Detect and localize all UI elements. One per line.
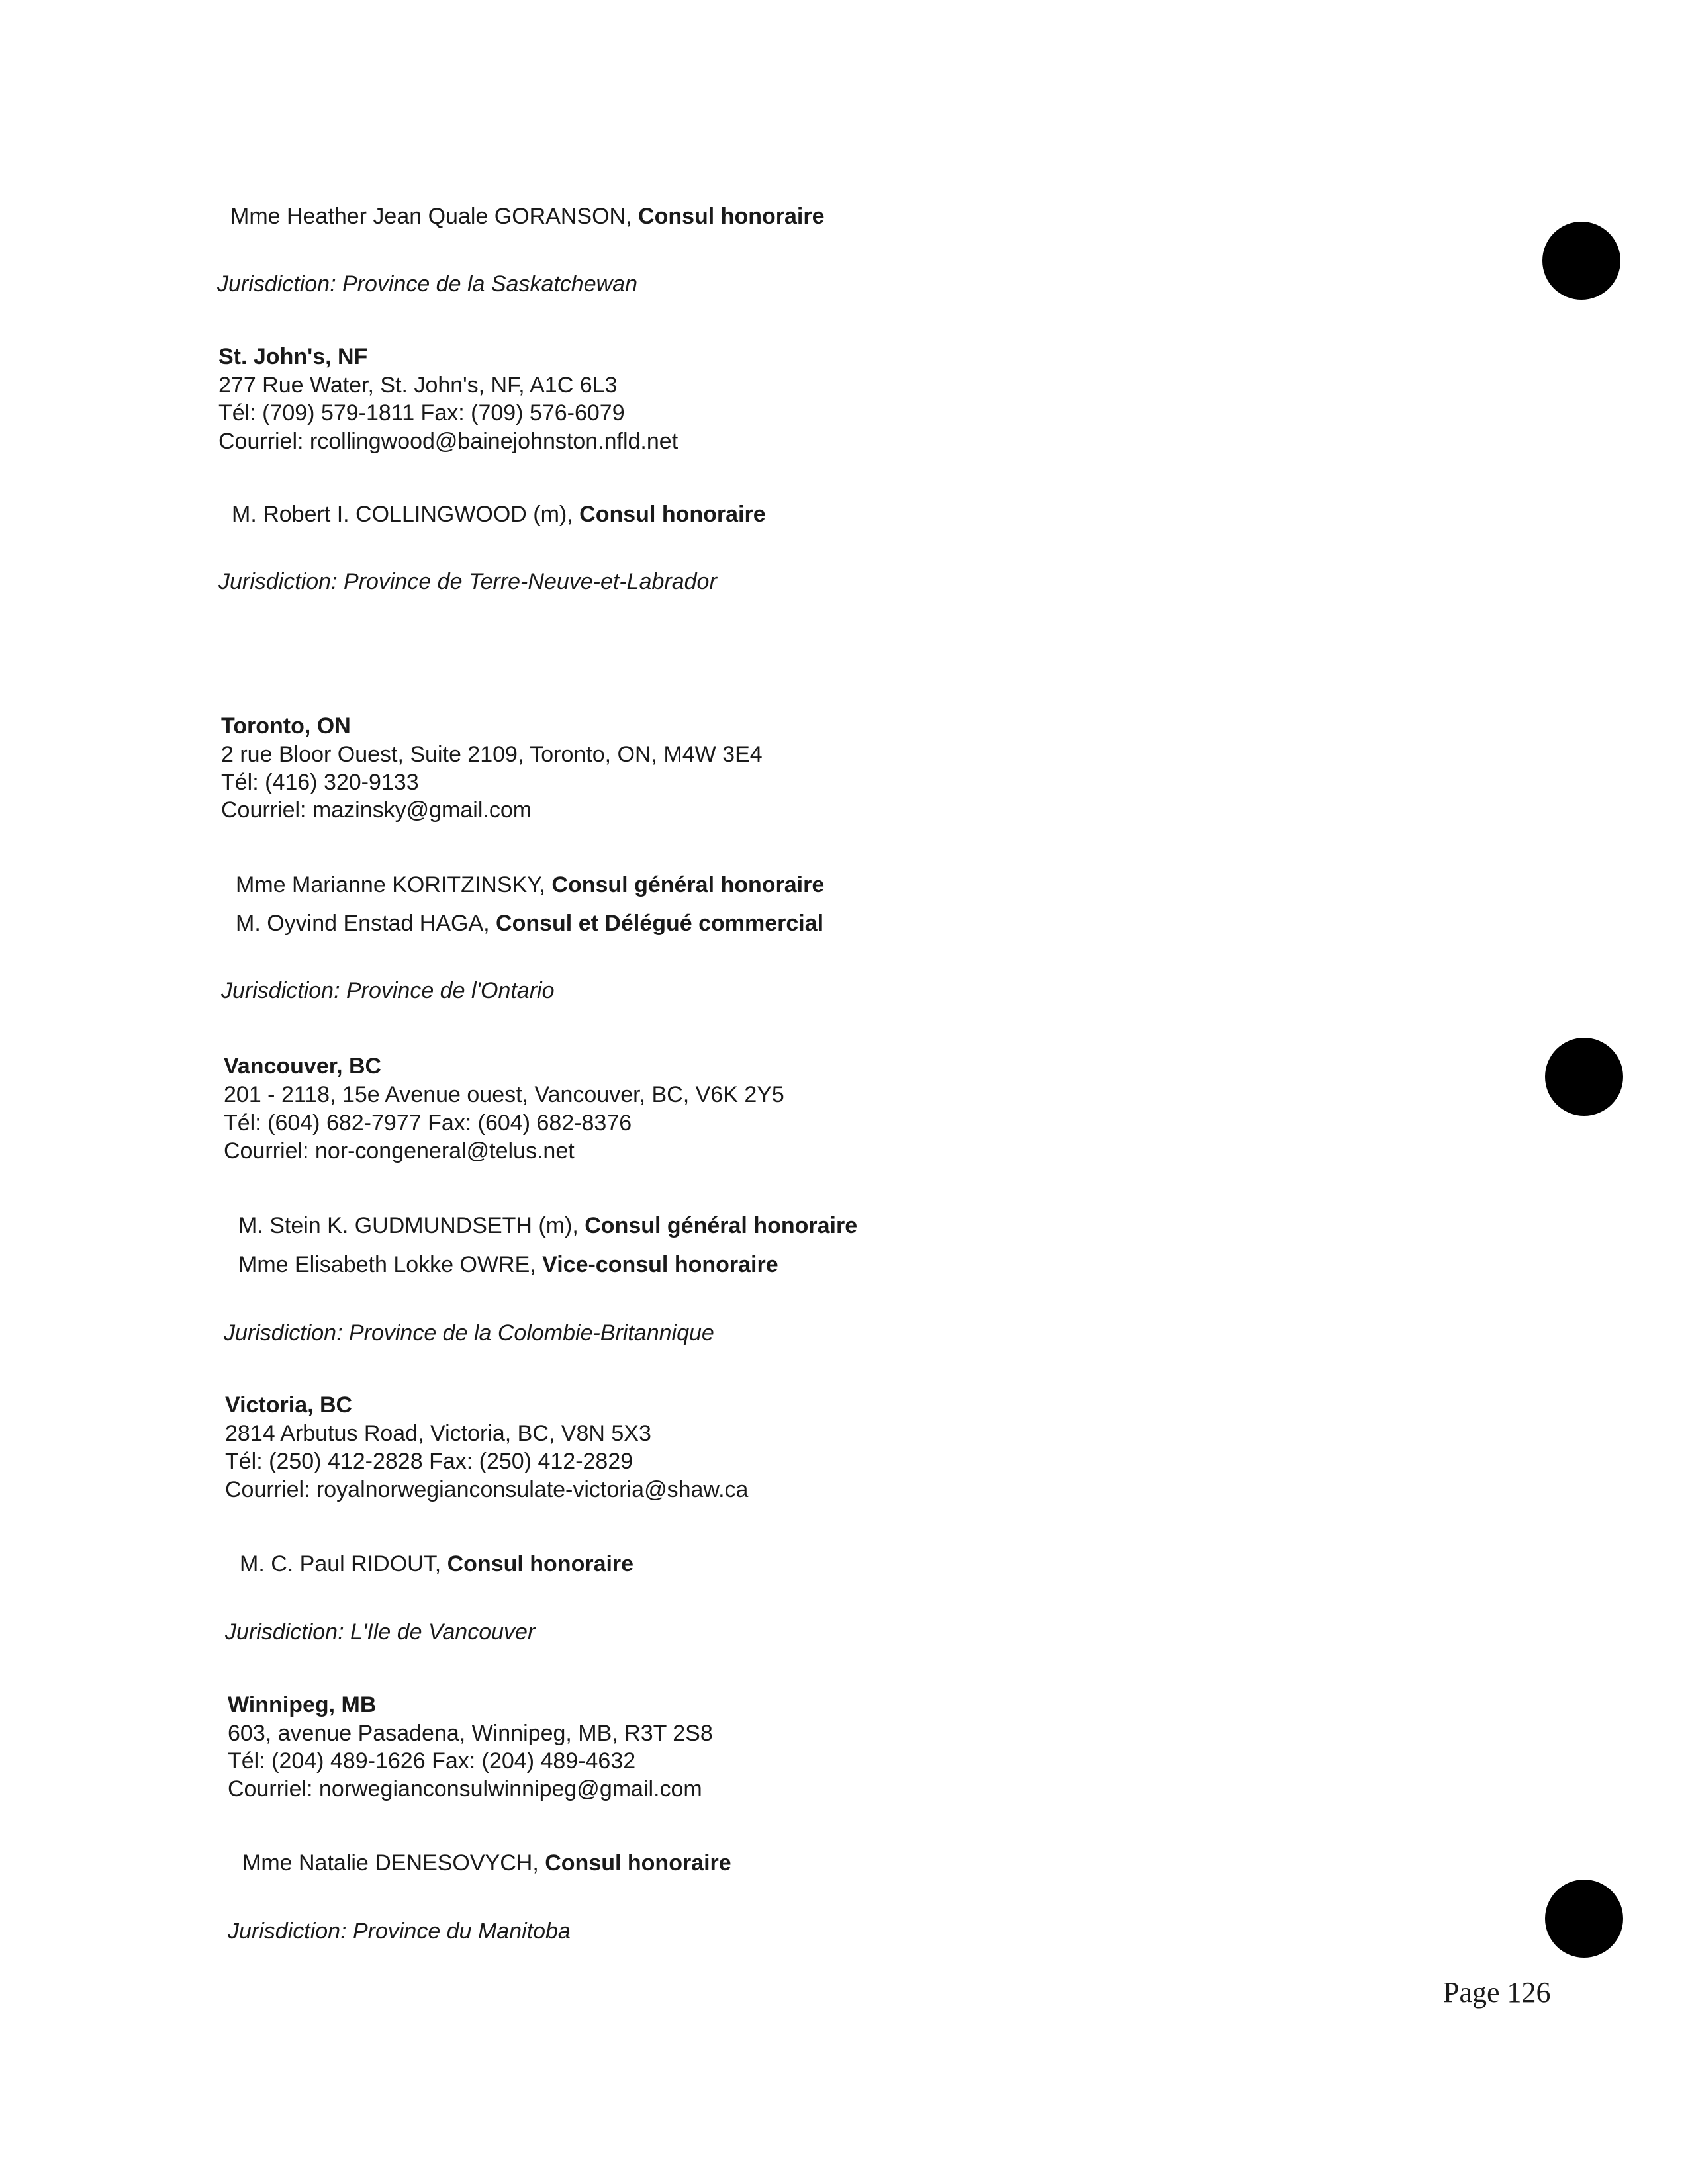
winnipeg-city: Winnipeg, MB bbox=[228, 1692, 377, 1717]
toronto-phone: Tél: (416) 320-9133 bbox=[221, 770, 419, 795]
saskatchewan-consul bbox=[230, 204, 824, 230]
stjohns-city: St. John's, NF bbox=[218, 344, 368, 369]
consul-name: Mme Elisabeth Lokke OWRE, bbox=[238, 1252, 543, 1277]
victoria-phone: Tél: (250) 412-2828 Fax: (250) 412-2829 bbox=[225, 1449, 633, 1474]
vancouver-phone: Tél: (604) 682-7977 Fax: (604) 682-8376 bbox=[224, 1111, 632, 1136]
victoria-address: 2814 Arbutus Road, Victoria, BC, V8N 5X3 bbox=[225, 1421, 651, 1446]
vancouver-address: 201 - 2118, 15e Avenue ouest, Vancouver, BC, V6K 2Y5 bbox=[224, 1082, 784, 1107]
toronto-consul-trade bbox=[236, 911, 823, 936]
consul-name: M. Stein K. GUDMUNDSETH (m), bbox=[238, 1213, 585, 1238]
stjohns-address: 277 Rue Water, St. John's, NF, A1C 6L3 bbox=[218, 373, 618, 398]
toronto-address: 2 rue Bloor Ouest, Suite 2109, Toronto, ON, M4W 3E4 bbox=[221, 742, 763, 767]
winnipeg-consul bbox=[242, 1850, 731, 1876]
vancouver-vice-consul bbox=[238, 1252, 778, 1278]
vancouver-consul-general bbox=[238, 1213, 857, 1239]
consul-name: M. Robert I. COLLINGWOOD (m), bbox=[232, 502, 580, 527]
consul-name: Mme Marianne KORITZINSKY, bbox=[236, 872, 552, 897]
page-number: Page 126 bbox=[1443, 1976, 1551, 2009]
punch-hole-top bbox=[1542, 222, 1620, 300]
consul-title: Consul général honoraire bbox=[585, 1213, 858, 1238]
consul-title: Consul honoraire bbox=[545, 1850, 731, 1876]
stjohns-email: Courriel: rcollingwood@bainejohnston.nfld.net bbox=[218, 429, 679, 454]
vancouver-email: Courriel: nor-congeneral@telus.net bbox=[224, 1138, 575, 1163]
consul-name: Mme Natalie DENESOVYCH, bbox=[242, 1850, 545, 1876]
vancouver-city: Vancouver, BC bbox=[224, 1054, 382, 1079]
consul-title: Consul honoraire bbox=[579, 502, 766, 527]
toronto-email: Courriel: mazinsky@gmail.com bbox=[221, 797, 532, 823]
winnipeg-phone: Tél: (204) 489-1626 Fax: (204) 489-4632 bbox=[228, 1749, 636, 1774]
saskatchewan-jurisdiction: Jurisdiction: Province de la Saskatchewan bbox=[217, 271, 637, 296]
winnipeg-email: Courriel: norwegianconsulwinnipeg@gmail.com bbox=[228, 1776, 702, 1801]
punch-hole-bottom bbox=[1545, 1880, 1623, 1958]
stjohns-jurisdiction: Jurisdiction: Province de Terre-Neuve-et-Labrador bbox=[218, 569, 717, 594]
consul-name: M. Oyvind Enstad HAGA, bbox=[236, 911, 496, 936]
consul-title: Consul honoraire bbox=[638, 204, 825, 229]
punch-hole-middle bbox=[1545, 1038, 1623, 1116]
consul-title: Consul honoraire bbox=[447, 1551, 634, 1576]
consul-name: Mme Heather Jean Quale GORANSON, bbox=[230, 204, 639, 229]
victoria-city: Victoria, BC bbox=[225, 1392, 353, 1418]
winnipeg-jurisdiction: Jurisdiction: Province du Manitoba bbox=[228, 1919, 571, 1944]
consul-title: Consul et Délégué commercial bbox=[496, 911, 824, 936]
consul-title: Consul général honoraire bbox=[551, 872, 825, 897]
stjohns-consul bbox=[232, 502, 766, 527]
stjohns-phone: Tél: (709) 579-1811 Fax: (709) 576-6079 bbox=[218, 400, 625, 426]
consul-title: Vice-consul honoraire bbox=[542, 1252, 778, 1277]
consul-name: M. C. Paul RIDOUT, bbox=[240, 1551, 447, 1576]
victoria-email: Courriel: royalnorwegianconsulate-victoria@shaw.ca bbox=[225, 1477, 749, 1502]
toronto-jurisdiction: Jurisdiction: Province de l'Ontario bbox=[221, 978, 555, 1003]
toronto-city: Toronto, ON bbox=[221, 713, 351, 739]
vancouver-jurisdiction: Jurisdiction: Province de la Colombie-Britannique bbox=[224, 1320, 714, 1345]
victoria-consul bbox=[240, 1551, 633, 1577]
winnipeg-address: 603, avenue Pasadena, Winnipeg, MB, R3T 2S8 bbox=[228, 1721, 713, 1746]
toronto-consul-general bbox=[236, 872, 824, 898]
victoria-jurisdiction: Jurisdiction: L'Ile de Vancouver bbox=[225, 1619, 536, 1645]
